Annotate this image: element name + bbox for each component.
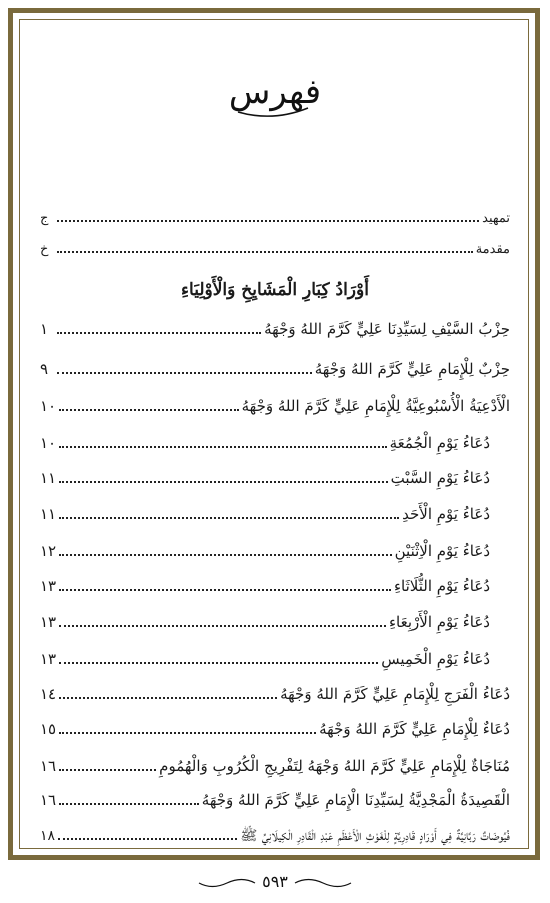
toc-entry[interactable] xyxy=(40,824,510,846)
toc-entry-label: حِزْبُ السَّيْفِ لِسَيِّدِنَا عَلِيٍّ كَرَّمَ اللهُ وَجْهَهُ xyxy=(264,320,510,338)
toc-entry-page: ١٤ xyxy=(40,685,57,703)
toc-intro-label: تمهيد xyxy=(482,211,510,226)
toc-entry[interactable] xyxy=(40,611,490,633)
toc-leader-dots xyxy=(59,718,316,734)
toc-entry-page: ١٨ xyxy=(40,828,56,844)
toc-entry[interactable] xyxy=(40,318,510,340)
toc-entry-page: ٩ xyxy=(40,360,49,378)
toc-entry[interactable] xyxy=(40,755,510,777)
toc-entry-label: دُعَاءُ يَوْمِ الْخَمِيسِ xyxy=(381,650,490,668)
page-footer xyxy=(0,872,550,891)
toc-entry-label: دُعَاءُ يَوْمِ السَّبْتِ xyxy=(390,469,490,487)
toc-entry-label: دُعَاءُ يَوْمِ الْجُمُعَةِ xyxy=(389,434,490,452)
toc-entry[interactable] xyxy=(40,789,510,811)
toc-entry-page: ١٠ xyxy=(40,434,57,452)
toc-leader-dots xyxy=(59,395,239,411)
toc-entry-page: ١٦ xyxy=(40,791,57,809)
toc-intro-label: مقدمة xyxy=(475,242,510,257)
toc-entry-label: دُعَاءُ الْفَرَجِ لِلْإِمَامِ عَلِيٍّ كَرَّمَ اللهُ وَجْهَهُ xyxy=(280,685,510,703)
toc-entry-label: دُعَاءُ يَوْمِ الْأَرْبِعَاءِ xyxy=(388,613,490,631)
toc-entry-label: دُعَاءُ يَوْمِ الْأَحَدِ xyxy=(402,505,490,523)
toc-entry[interactable] xyxy=(40,503,490,525)
toc-leader-dots xyxy=(59,467,388,483)
toc-leader-dots xyxy=(59,575,391,591)
toc-entry-label: الْأَدْعِيَةُ الْأُسْبُوعِيَّةُ لِلْإِمَامِ عَلِيٍّ كَرَّمَ اللهُ وَجْهَهُ xyxy=(241,397,510,415)
toc-intro-page: ج xyxy=(40,211,49,226)
toc-leader-dots xyxy=(57,358,312,374)
toc-leader-dots xyxy=(59,503,399,519)
toc-entry[interactable] xyxy=(40,358,510,380)
toc-entry-page: ١١ xyxy=(40,469,57,487)
toc-leader-dots xyxy=(59,611,386,627)
toc-leader-dots xyxy=(59,683,277,699)
toc-entry[interactable] xyxy=(40,718,510,740)
toc-intro-row[interactable] xyxy=(40,237,510,259)
toc-leader-dots xyxy=(57,206,479,222)
toc-intro-row[interactable] xyxy=(40,206,510,228)
toc-entry-page: ١٣ xyxy=(40,577,57,595)
toc-entry-page: ١١ xyxy=(40,505,57,523)
toc-entry[interactable] xyxy=(40,648,490,670)
toc-entry[interactable] xyxy=(40,540,490,562)
toc-entry-label: حِزْبٌ لِلْإِمَامِ عَلِيٍّ كَرَّمَ اللهُ وَجْهَهُ xyxy=(314,360,510,378)
toc-entry-page: ١٣ xyxy=(40,613,57,631)
toc-leader-dots xyxy=(57,237,473,253)
toc-entry[interactable] xyxy=(40,683,510,705)
toc-leader-dots xyxy=(57,318,261,334)
toc-entry-page: ١٥ xyxy=(40,720,57,738)
page-title: فهرس xyxy=(228,72,322,112)
page-number: ٥٩٣ xyxy=(262,872,288,891)
toc-entry-page: ١٣ xyxy=(40,650,57,668)
toc-entry[interactable] xyxy=(40,395,510,417)
title-ornament-icon xyxy=(233,82,313,118)
toc-entry-page: ١٦ xyxy=(40,757,57,775)
toc-leader-dots xyxy=(58,824,237,840)
toc-leader-dots xyxy=(59,789,199,805)
toc-entry[interactable] xyxy=(40,467,490,489)
toc-leader-dots xyxy=(59,432,387,448)
toc-entry-label: الْقَصِيدَةُ الْمَجْدِيَّةُ لِسَيِّدِنَا الْإِمَامِ عَلِيٍّ كَرَّمَ اللهُ وَجْهَهُ xyxy=(201,791,510,809)
toc-entry-label: دُعَاءُ يَوْمِ الْاِثْنَيْنِ xyxy=(394,542,490,560)
toc-entry[interactable] xyxy=(40,575,490,597)
toc-leader-dots xyxy=(59,755,156,771)
footer-ornament-icon xyxy=(293,876,353,890)
section-heading: أَوْرَادُ كِبَارِ الْمَشَايِخِ وَالْأَوْلِيَاءِ xyxy=(181,280,369,300)
toc-leader-dots xyxy=(59,540,392,556)
toc-entry-label: مُنَاجَاةٌ لِلْإِمَامِ عَلِيٍّ كَرَّمَ اللهُ وَجْهَهُ لِتَفْرِيجِ الْكُرُوبِ وَالْهُمُومِ xyxy=(159,757,510,775)
toc-intro-page: خ xyxy=(40,242,49,257)
toc-entry[interactable] xyxy=(40,432,490,454)
toc-entry-label: دُعَاءُ يَوْمِ الثُّلَاثَاءِ xyxy=(393,577,490,595)
toc-entry-page: ١٢ xyxy=(40,542,57,560)
footer-ornament-icon xyxy=(197,876,257,890)
toc-entry-page: ١ xyxy=(40,320,49,338)
toc-entry-label: فُيُوضَاتٌ رَبَّانِيَّةٌ فِي أَوْرَادٍ قَادِرِيَّةٍ لِلْغَوْثِ الْأَعْظَمِ عَبْدِ الْقَادِرِ الْكِيلَانِيِّ ﷺ xyxy=(240,828,510,844)
toc-leader-dots xyxy=(59,648,378,664)
toc-entry-label: دُعَاءٌ لِلْإِمَامِ عَلِيٍّ كَرَّمَ اللهُ وَجْهَهُ xyxy=(319,720,510,738)
toc-entry-page: ١٠ xyxy=(40,397,57,415)
